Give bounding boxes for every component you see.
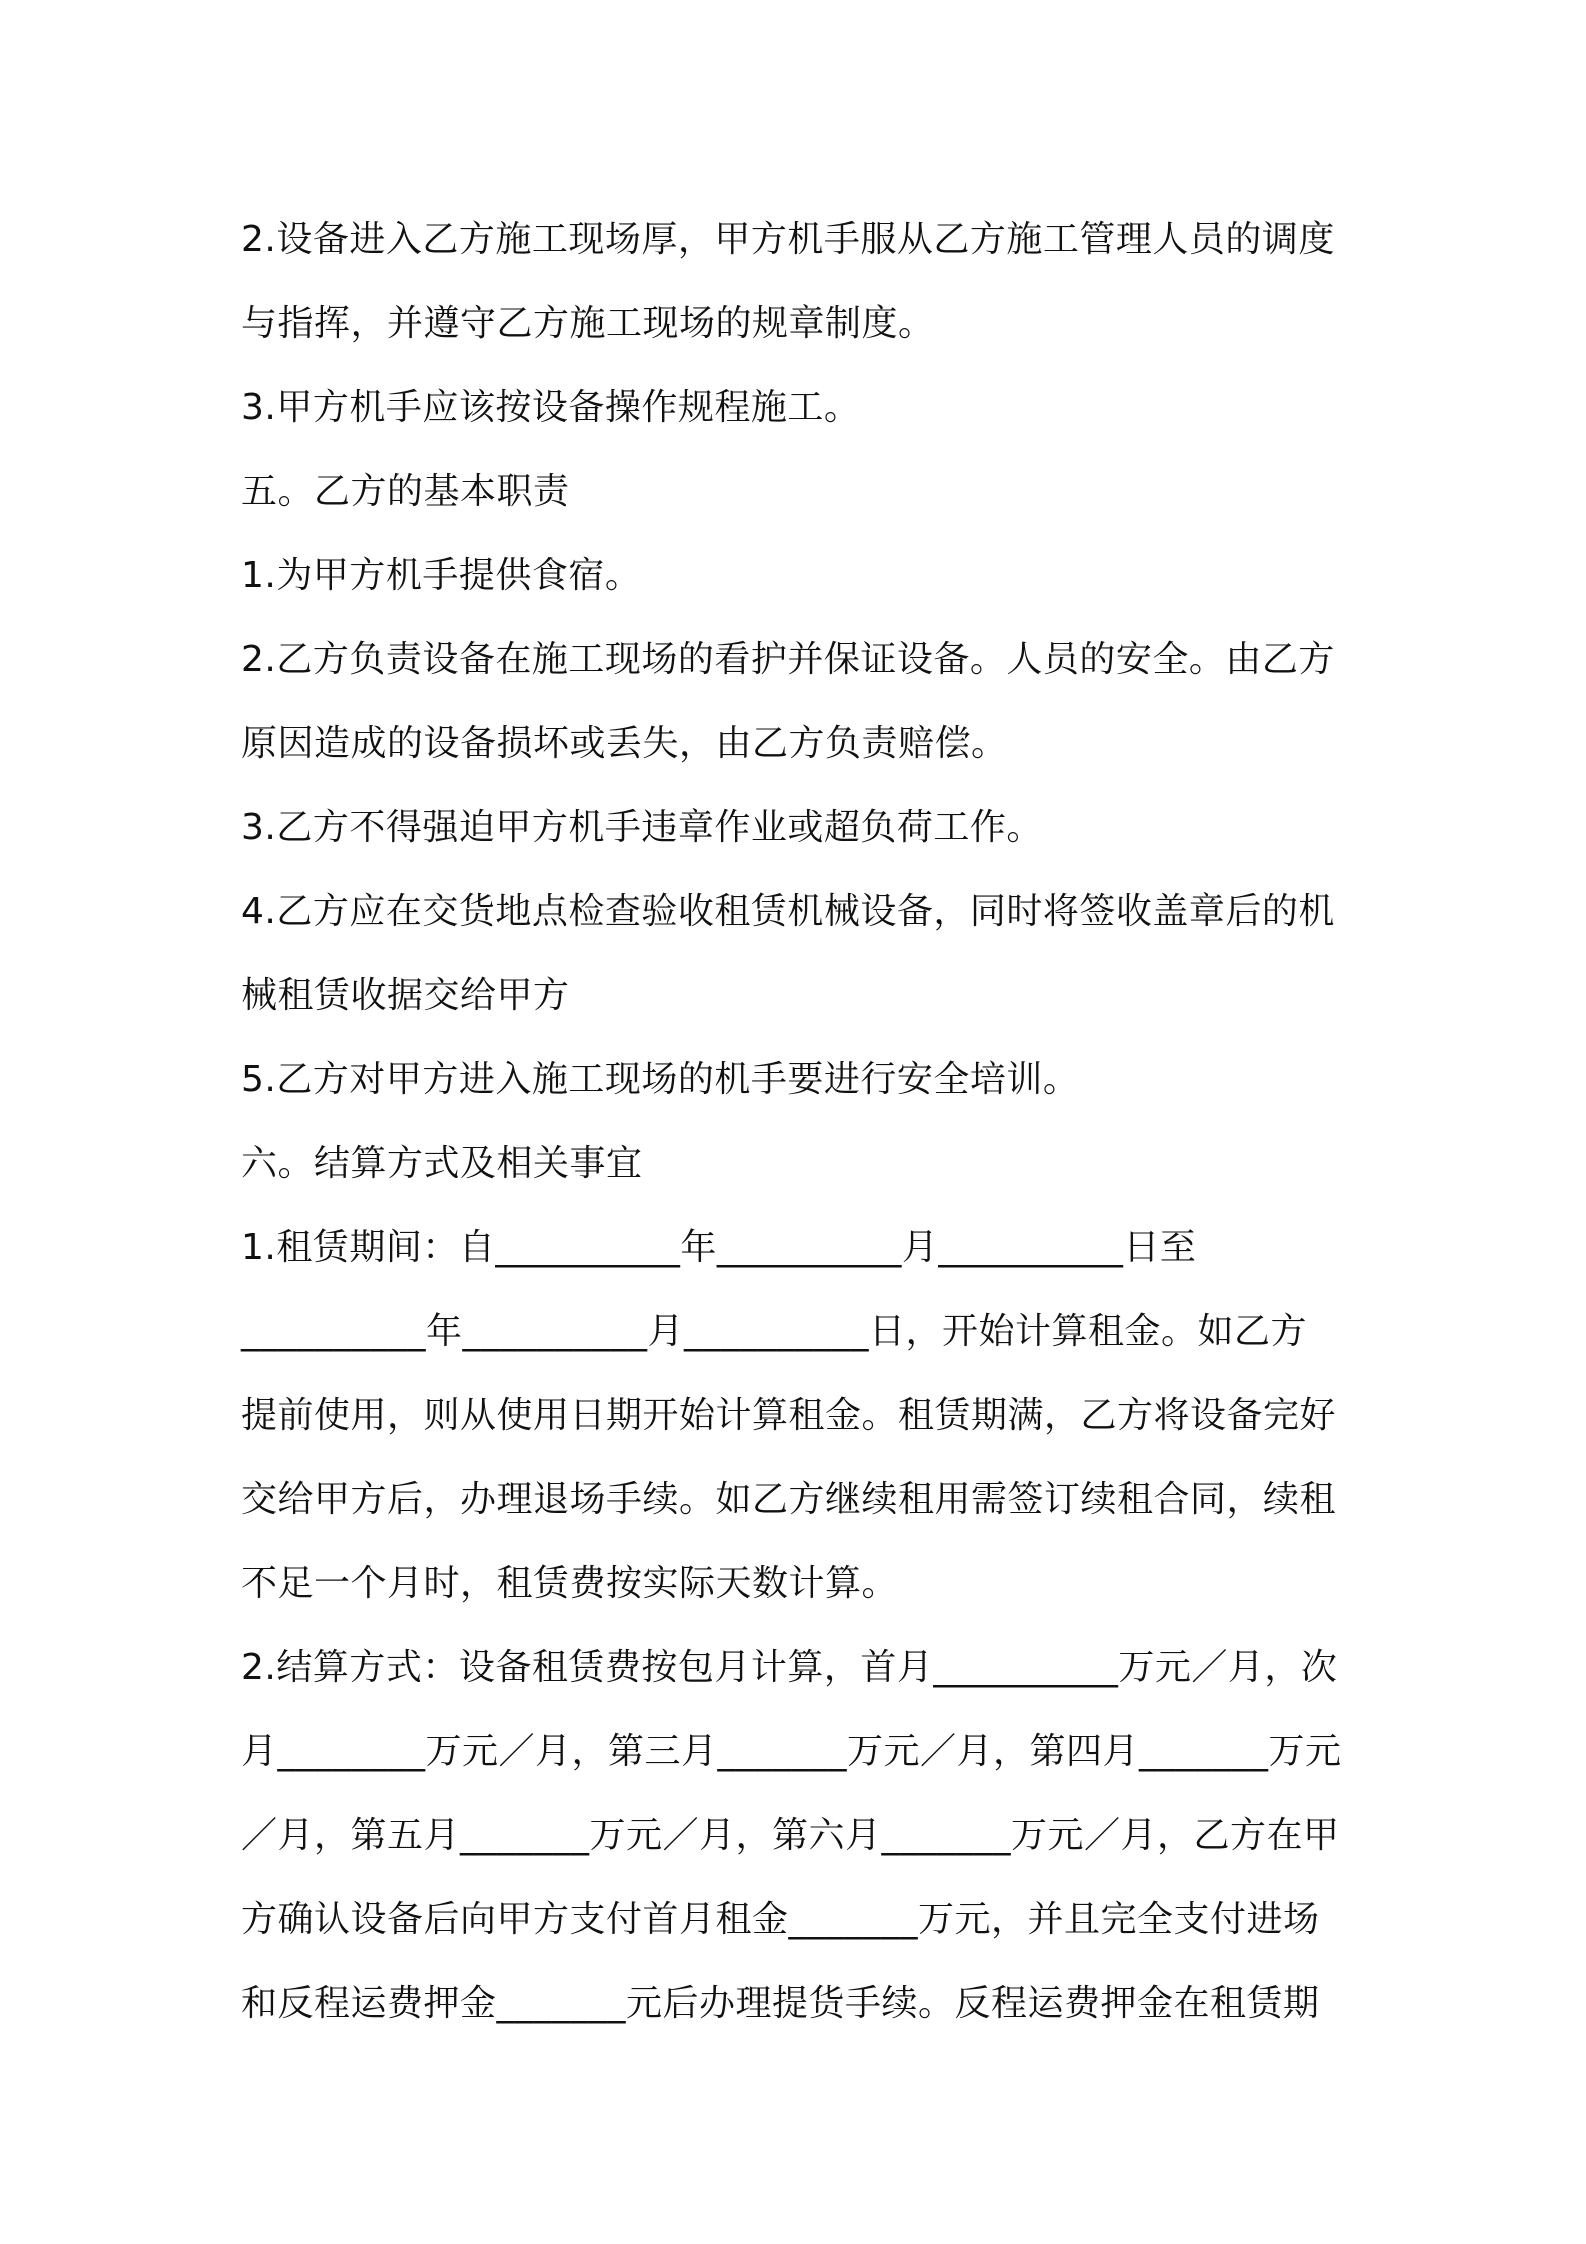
text-line: ／月，第五月_______万元／月，第六月_______万元／月，乙方在甲 <box>241 1815 1340 1856</box>
document-body <box>241 198 1361 2046</box>
text-line: 2.设备进入乙方施工现场厚，甲方机手服从乙方施工管理人员的调度 <box>241 219 1335 260</box>
text-line: 3.甲方机手应该按设备操作规程施工。 <box>241 387 861 428</box>
text-line: 4.乙方应在交货地点检查验收租赁机械设备，同时将签收盖章后的机 <box>241 891 1335 932</box>
section-heading: 五。乙方的基本职责 <box>241 471 570 512</box>
text-line: 1.为甲方机手提供食宿。 <box>241 555 642 596</box>
text-line: 原因造成的设备损坏或丢失，由乙方负责赔偿。 <box>241 723 1008 764</box>
text-line: 交给甲方后，办理退场手续。如乙方继续租用需签订续租合同，续租 <box>241 1479 1337 1520</box>
text-line: 提前使用，则从使用日期开始计算租金。租赁期满，乙方将设备完好 <box>241 1395 1337 1436</box>
text-line: 方确认设备后向甲方支付首月租金_______万元，并且完全支付进场 <box>241 1899 1320 1940</box>
text-line: 械租赁收据交给甲方 <box>241 975 570 1016</box>
text-line: 与指挥，并遵守乙方施工现场的规章制度。 <box>241 303 935 344</box>
text-line: 2.乙方负责设备在施工现场的看护并保证设备。人员的安全。由乙方 <box>241 639 1335 680</box>
section-heading: 六。结算方式及相关事宜 <box>241 1143 643 1184</box>
text-line: 不足一个月时，租赁费按实际天数计算。 <box>241 1563 899 1604</box>
text-line: 2.结算方式：设备租赁费按包月计算，首月__________万元／月，次 <box>241 1647 1338 1688</box>
text-line: 3.乙方不得强迫甲方机手违章作业或超负荷工作。 <box>241 807 1043 848</box>
text-line: 月________万元／月，第三月_______万元／月，第四月_______万元 <box>241 1731 1342 1772</box>
text-line: 和反程运费押金_______元后办理提货手续。反程运费押金在租赁期 <box>241 1983 1320 2024</box>
text-line: __________年__________月__________日，开始计算租金。如乙方 <box>241 1311 1308 1352</box>
text-line: 1.租赁期间：自__________年__________月__________日至 <box>241 1227 1197 1268</box>
text-line: 5.乙方对甲方进入施工现场的机手要进行安全培训。 <box>241 1059 1080 1100</box>
